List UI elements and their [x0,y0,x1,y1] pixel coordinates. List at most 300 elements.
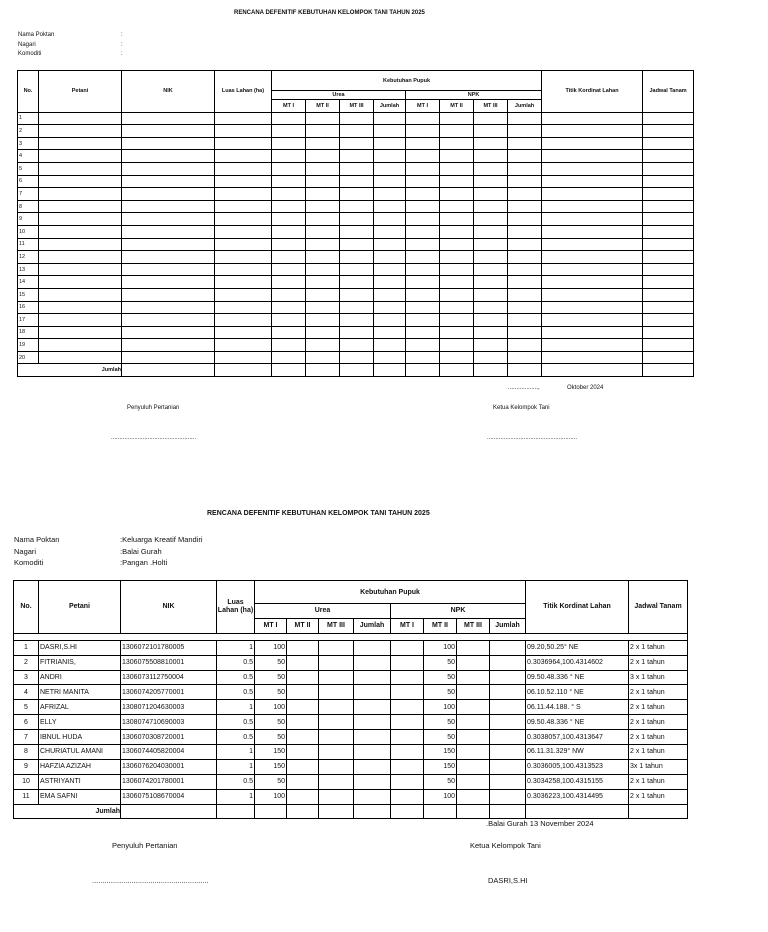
cell-urea-jumlah [354,655,391,670]
empty-cell [39,175,122,188]
empty-cell [122,188,215,201]
empty-cell [39,225,122,238]
cell-npk-jumlah [490,789,526,804]
empty-cell [122,251,215,264]
form2-table-row [14,774,688,789]
empty-cell [474,326,508,339]
cell-titik: 0.3036964,100.4314602 [526,655,629,670]
cell-npk-jumlah [490,730,526,745]
empty-cell [474,263,508,276]
empty-cell [508,150,542,163]
form2-right-sign-name: DASRI,S.HI [488,876,528,885]
empty-cell [340,125,374,138]
cell-urea-mt1: 50 [255,715,287,730]
empty-cell [508,314,542,327]
cell-luas: 1 [217,640,255,655]
empty-cell [508,213,542,226]
cell-urea-mt1: 50 [255,670,287,685]
empty-cell [272,225,306,238]
cell-npk-mt2: 50 [424,774,457,789]
form1-table-row [18,112,694,125]
cell-npk-mt1 [391,655,424,670]
empty-cell [340,326,374,339]
form1-table-row [18,251,694,264]
empty-cell [272,238,306,251]
header-urea-mt3: MT III [319,618,354,633]
empty-cell [474,175,508,188]
row-number: 8 [18,200,39,213]
form1-table-row [18,225,694,238]
header-jadwal: Jadwal Tanam [629,581,688,634]
row-number: 17 [18,314,39,327]
empty-cell [215,137,272,150]
empty-cell [39,251,122,264]
empty-cell [542,288,643,301]
empty-cell [406,238,440,251]
cell-luas: 0.5 [217,774,255,789]
empty-cell [474,276,508,289]
empty-cell [374,301,406,314]
empty-cell [406,200,440,213]
empty-cell [272,162,306,175]
empty-cell [272,339,306,352]
empty-cell [306,339,340,352]
header-urea: Urea [255,604,391,619]
empty-cell [474,137,508,150]
empty-cell [542,276,643,289]
cell-titik: 09.50.48.336 ° NE [526,670,629,685]
cell-urea-mt2 [287,730,319,745]
cell-urea-mt3 [319,640,354,655]
cell-urea-mt2 [287,774,319,789]
header-npk-jumlah: Jumlah [490,618,526,633]
empty-cell [215,326,272,339]
row-number: 1 [18,112,39,125]
form1-label-nama-poktan: Nama Poktan [18,32,55,38]
header-urea: Urea [272,91,406,100]
cell-npk-mt2: 100 [424,789,457,804]
cell-nik: 1306075108670004 [121,789,217,804]
cell-urea-mt2 [287,685,319,700]
form1-table-row [18,125,694,138]
empty-cell [340,238,374,251]
empty-cell [474,225,508,238]
empty-cell [474,162,508,175]
cell-urea-jumlah [354,730,391,745]
empty-cell [122,225,215,238]
form1-total-label: Jumlah [18,364,122,377]
empty-cell [340,288,374,301]
empty-cell [215,351,272,364]
cell-npk-jumlah [490,640,526,655]
form1-label-komoditi: Komoditi [18,51,42,57]
empty-cell [122,301,215,314]
cell-npk-mt1 [391,685,424,700]
empty-cell [542,162,643,175]
header-kebutuhan: Kebutuhan Pupuk [255,581,526,604]
cell-npk-mt1 [391,700,424,715]
empty-cell [542,301,643,314]
empty-cell [272,175,306,188]
cell-urea-mt3 [319,655,354,670]
empty-cell [374,351,406,364]
empty-cell [122,137,215,150]
empty-cell [340,351,374,364]
empty-cell [374,188,406,201]
empty-cell [306,162,340,175]
empty-cell [306,238,340,251]
header-npk-mt2: MT II [424,618,457,633]
cell-petani: ELLY [39,715,121,730]
form1-table [17,70,694,377]
cell-titik: 06.11.44.188. ° S [526,700,629,715]
form1-table-row [18,351,694,364]
cell-urea-mt2 [287,745,319,760]
empty-cell [122,263,215,276]
empty-cell [508,288,542,301]
empty-cell [643,238,694,251]
empty-cell [508,125,542,138]
empty-cell [508,251,542,264]
empty-cell [374,200,406,213]
cell-nik: 1308074710690003 [121,715,217,730]
cell-no: 5 [14,700,39,715]
empty-cell [474,200,508,213]
cell-jadwal: 2 x 1 tahun [629,745,688,760]
cell-urea-mt2 [287,700,319,715]
empty-cell [39,301,122,314]
form2-label-nama-poktan: Nama Poktan [14,535,60,544]
row-number: 4 [18,150,39,163]
empty-cell [374,263,406,276]
header-npk: NPK [406,91,542,100]
empty-cell [643,213,694,226]
empty-cell [340,225,374,238]
empty-cell [122,326,215,339]
empty-cell [340,150,374,163]
header-urea-mt1: MT I [272,100,306,113]
empty-cell [340,339,374,352]
cell-npk-mt3 [457,685,490,700]
empty-cell [406,225,440,238]
row-number: 15 [18,288,39,301]
header-titik: Titik Kordinat Lahan [526,581,629,634]
empty-cell [39,150,122,163]
cell-jadwal: 3x 1 tahun [629,759,688,774]
form2-table-row [14,759,688,774]
cell-jadwal: 2 x 1 tahun [629,774,688,789]
form1-date-dots: .................., [508,385,540,391]
empty-cell [272,314,306,327]
empty-cell [272,288,306,301]
cell-urea-mt1: 50 [255,774,287,789]
empty-cell [542,137,643,150]
cell-titik: 09.50.48.336 ° NE [526,715,629,730]
cell-no: 8 [14,745,39,760]
cell-npk-mt2: 50 [424,685,457,700]
header-npk-mt1: MT I [406,100,440,113]
empty-cell [508,188,542,201]
empty-cell [122,276,215,289]
empty-cell [340,112,374,125]
empty-cell [542,213,643,226]
empty-cell [39,263,122,276]
cell-npk-mt2: 50 [424,670,457,685]
empty-cell [440,213,474,226]
empty-cell [406,263,440,276]
cell-jadwal: 3 x 1 tahun [629,670,688,685]
empty-cell [440,288,474,301]
empty-cell [215,225,272,238]
empty-cell [643,162,694,175]
cell-npk-mt1 [391,640,424,655]
empty-cell [374,213,406,226]
empty-cell [39,276,122,289]
empty-cell [474,251,508,264]
cell-urea-mt3 [319,774,354,789]
cell-urea-mt1: 50 [255,730,287,745]
empty-cell [272,137,306,150]
cell-no: 6 [14,715,39,730]
form2-label-komoditi: Komoditi [14,558,44,567]
empty-cell [406,175,440,188]
empty-cell [406,150,440,163]
empty-cell [643,351,694,364]
form2-right-signer: Ketua Kelompok Tani [470,841,541,850]
empty-cell [474,125,508,138]
empty-cell [643,112,694,125]
cell-urea-mt1: 50 [255,655,287,670]
cell-urea-mt3 [319,700,354,715]
header-urea-mt3: MT III [340,100,374,113]
form1-table-row [18,238,694,251]
header-no: No. [14,581,39,634]
empty-cell [374,314,406,327]
cell-titik: 09.20,50.25° NE [526,640,629,655]
empty-cell [306,326,340,339]
cell-no: 4 [14,685,39,700]
cell-urea-mt1: 150 [255,745,287,760]
header-npk-mt3: MT III [457,618,490,633]
cell-npk-jumlah [490,670,526,685]
form1-right-sign-line: ...................................................... [487,435,578,441]
form1-value-komoditi: : [121,51,123,57]
form1-table-row [18,137,694,150]
form2-left-sign-line: ........................................................ [92,876,209,885]
cell-npk-mt3 [457,655,490,670]
cell-no: 2 [14,655,39,670]
empty-cell [340,251,374,264]
form2-table [13,580,688,819]
header-npk-mt2: MT II [440,100,474,113]
cell-nik: 1306074205770001 [121,685,217,700]
empty-cell [306,112,340,125]
empty-cell [406,339,440,352]
empty-cell [440,326,474,339]
empty-cell [306,225,340,238]
cell-no: 3 [14,670,39,685]
form1-table-row [18,200,694,213]
empty-cell [406,301,440,314]
form1-table-row [18,188,694,201]
row-number: 10 [18,225,39,238]
empty-cell [340,188,374,201]
empty-cell [542,326,643,339]
cell-luas: 0.5 [217,670,255,685]
empty-cell [440,276,474,289]
cell-titik: 0.3036223,100.4314495 [526,789,629,804]
cell-petani: AFRIZAL [39,700,121,715]
empty-cell [340,162,374,175]
cell-urea-jumlah [354,789,391,804]
cell-npk-jumlah [490,745,526,760]
empty-cell [215,175,272,188]
empty-cell [306,213,340,226]
empty-cell [215,238,272,251]
cell-luas: 1 [217,745,255,760]
empty-cell [508,326,542,339]
cell-npk-mt2: 100 [424,700,457,715]
cell-urea-mt2 [287,789,319,804]
empty-cell [374,125,406,138]
empty-cell [374,276,406,289]
empty-cell [440,137,474,150]
empty-cell [340,263,374,276]
empty-cell [39,200,122,213]
form2-total-label: Jumlah [14,804,121,819]
cell-no: 11 [14,789,39,804]
form1-table-row [18,339,694,352]
cell-jadwal: 2 x 1 tahun [629,700,688,715]
empty-cell [440,188,474,201]
empty-cell [215,263,272,276]
empty-cell [215,162,272,175]
empty-cell [340,276,374,289]
form2-table-row [14,745,688,760]
empty-cell [374,238,406,251]
cell-npk-mt1 [391,759,424,774]
row-number: 12 [18,251,39,264]
form1-right-signer: Ketua Kelompok Tani [493,405,550,411]
form2-value-nama-poktan: :Keluarga Kreatif Mandiri [120,535,203,544]
cell-urea-mt1: 50 [255,685,287,700]
row-number: 18 [18,326,39,339]
empty-cell [215,150,272,163]
form1-left-signer: Penyuluh Pertanian [127,405,180,411]
cell-npk-mt3 [457,670,490,685]
cell-urea-jumlah [354,700,391,715]
cell-luas: 1 [217,789,255,804]
empty-cell [122,125,215,138]
empty-cell [474,314,508,327]
empty-cell [306,276,340,289]
form2-left-signer: Penyuluh Pertanian [112,841,178,850]
empty-cell [215,301,272,314]
cell-npk-jumlah [490,655,526,670]
cell-luas: 0.5 [217,655,255,670]
cell-urea-mt2 [287,715,319,730]
empty-cell [406,288,440,301]
form1-table-row [18,288,694,301]
empty-cell [406,213,440,226]
empty-cell [272,188,306,201]
empty-cell [440,162,474,175]
empty-cell [542,351,643,364]
empty-cell [215,188,272,201]
cell-npk-mt2: 50 [424,730,457,745]
cell-urea-jumlah [354,715,391,730]
cell-titik: 0.3036005,100.4313523 [526,759,629,774]
form1-table-row [18,301,694,314]
empty-cell [340,175,374,188]
empty-cell [643,276,694,289]
row-number: 6 [18,175,39,188]
empty-cell [440,150,474,163]
row-number: 16 [18,301,39,314]
empty-cell [643,175,694,188]
empty-cell [374,112,406,125]
cell-no: 10 [14,774,39,789]
empty-cell [272,213,306,226]
empty-cell [215,200,272,213]
cell-petani: NETRI MANITA [39,685,121,700]
cell-jadwal: 2 x 1 tahun [629,730,688,745]
header-urea-jumlah: Jumlah [374,100,406,113]
cell-npk-mt3 [457,715,490,730]
empty-cell [122,162,215,175]
cell-titik: 06.11.31.329° NW [526,745,629,760]
empty-cell [643,251,694,264]
cell-npk-mt1 [391,715,424,730]
cell-nik: 1308071204630003 [121,700,217,715]
cell-urea-mt2 [287,640,319,655]
empty-cell [306,314,340,327]
empty-cell [39,137,122,150]
empty-cell [272,251,306,264]
form2-table-row [14,700,688,715]
empty-cell [39,351,122,364]
header-urea-mt2: MT II [287,618,319,633]
cell-petani: CHURIATUL AMANI [39,745,121,760]
empty-cell [542,238,643,251]
empty-cell [542,188,643,201]
cell-npk-mt2: 100 [424,640,457,655]
form2-place-date: .Balai Gurah 13 November 2024 [486,819,594,828]
empty-cell [122,112,215,125]
cell-urea-mt1: 100 [255,700,287,715]
empty-cell [508,225,542,238]
row-number: 5 [18,162,39,175]
empty-cell [39,162,122,175]
empty-cell [643,150,694,163]
cell-npk-mt3 [457,730,490,745]
cell-urea-mt3 [319,730,354,745]
header-petani: Petani [39,71,122,113]
cell-jadwal: 2 x 1 tahun [629,655,688,670]
empty-cell [340,314,374,327]
empty-cell [406,137,440,150]
empty-cell [508,339,542,352]
form2-value-nagari: :Balai Gurah [120,547,162,556]
row-number: 2 [18,125,39,138]
empty-cell [272,125,306,138]
empty-cell [440,339,474,352]
empty-cell [306,125,340,138]
empty-cell [508,137,542,150]
empty-cell [272,351,306,364]
cell-luas: 1 [217,700,255,715]
cell-nik: 1306074405820004 [121,745,217,760]
